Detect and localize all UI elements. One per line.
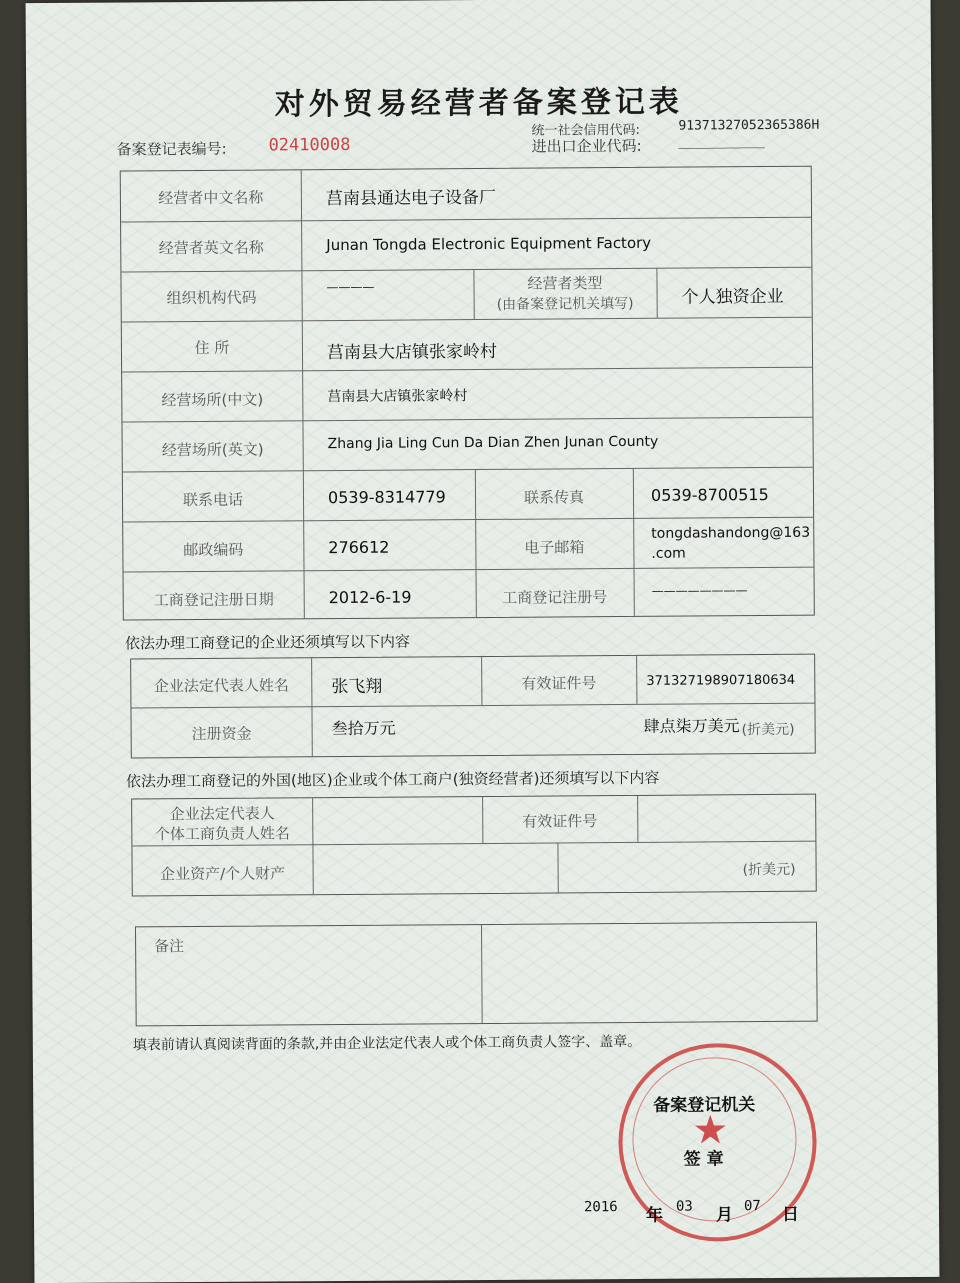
footer-note: 填表前请认真阅读背面的条款,并由企业法定代表人或个体工商负责人签字、盖章。 (132, 1033, 642, 1054)
foreign-rep-label-1: 企业法定代表人 (169, 804, 275, 824)
org-code-label: 组织机构代码 (166, 288, 257, 308)
phone-label: 联系电话 (182, 490, 244, 510)
fax-value: 0539-8700515 (650, 484, 769, 505)
postcode-label: 邮政编码 (183, 540, 244, 560)
ie-code-label: 进出口企业代码: (531, 136, 642, 156)
date-day: 07 (743, 1198, 761, 1215)
phone-value: 0539-8314779 (327, 487, 446, 508)
capital-usd-value: 肆点柒万美元 (643, 716, 740, 736)
operator-type-value: 个人独资企业 (681, 286, 784, 308)
legal-rep-label: 企业法定代表人姓名 (153, 676, 289, 696)
site-cn-value: 莒南县大店镇张家岭村 (327, 388, 468, 406)
id-number-value: 371327198907180634 (646, 672, 796, 689)
cn-name-value: 莒南县通达电子设备厂 (325, 187, 496, 210)
postcode-value: 276612 (328, 537, 390, 558)
form-title: 对外贸易经营者备案登记表 (274, 84, 683, 123)
authority-sign: 签 章 (683, 1149, 724, 1170)
fax-label: 联系传真 (523, 488, 585, 507)
capital-usd-suffix: (折美元) (741, 721, 795, 739)
star-icon: ★ (692, 1107, 729, 1154)
main-info-table (120, 166, 815, 621)
legal-rep-table (130, 654, 816, 759)
address-label: 住 所 (194, 338, 230, 358)
email-value-line2: .com (651, 545, 686, 562)
capital-value: 叁拾万元 (331, 718, 396, 739)
credit-code: 91371327052365386H (678, 117, 820, 134)
form-number-label: 备案登记表编号: (116, 139, 227, 159)
assets-label: 企业资产/个人财产 (160, 864, 286, 884)
site-en-label: 经营场所(英文) (161, 440, 264, 460)
registration-form-paper (26, 0, 940, 1283)
date-month-unit: 月 (715, 1205, 734, 1226)
form-number: 02410008 (268, 134, 351, 156)
legal-rep-name: 张飞翔 (331, 676, 383, 698)
section3-heading: 依法办理工商登记的外国(地区)企业或个体工商户(独资经营者)还须填写以下内容 (125, 768, 660, 791)
capital-label: 注册资金 (191, 724, 252, 744)
credit-code-label: 统一社会信用代码: (531, 122, 640, 139)
date-year-unit: 年 (645, 1205, 664, 1226)
en-name-value: Junan Tongda Electronic Equipment Factory (326, 233, 652, 255)
address-value: 莒南县大店镇张家岭村 (326, 341, 498, 364)
reg-no-label: 工商登记注册号 (502, 588, 608, 607)
ie-code: ___________ (678, 134, 765, 150)
date-year: 2016 (583, 1199, 618, 1216)
section2-heading: 依法办理工商登记的企业还须填写以下内容 (124, 632, 411, 653)
email-label: 电子邮箱 (524, 538, 585, 557)
foreign-entity-table (131, 794, 817, 897)
en-name-label: 经营者英文名称 (158, 238, 264, 258)
operator-type-note: (由备案登记机关填写) (496, 295, 634, 313)
reg-no-value: ———————— (651, 583, 748, 598)
site-cn-label: 经营场所(中文) (161, 390, 264, 410)
cn-name-label: 经营者中文名称 (158, 188, 264, 208)
authority-label: 备案登记机关 (653, 1095, 756, 1116)
email-value-line1: tongdashandong@163 (651, 524, 811, 542)
assets-usd-suffix: (折美元) (742, 861, 796, 879)
date-day-unit: 日 (781, 1204, 800, 1225)
reg-date-label: 工商登记注册日期 (153, 590, 274, 610)
id-number-label: 有效证件号 (521, 674, 597, 693)
date-month: 03 (675, 1198, 693, 1215)
site-en-value: Zhang Jia Ling Cun Da Dian Zhen Junan County (327, 433, 659, 453)
foreign-id-label: 有效证件号 (522, 812, 598, 831)
org-code-value: ———— (326, 279, 375, 295)
foreign-rep-label-2: 个体工商负责人姓名 (154, 824, 290, 844)
remarks-label: 备注 (154, 937, 185, 956)
operator-type-label: 经营者类型 (527, 274, 603, 293)
remarks-box (135, 922, 818, 1027)
reg-date-value: 2012-6-19 (328, 587, 412, 608)
